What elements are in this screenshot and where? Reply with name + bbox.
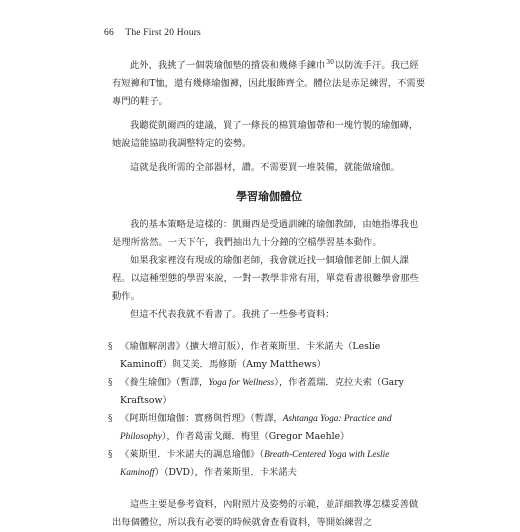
reference-text: ），作者蓋瑞．克拉夫索（Gary Kraftsow） — [120, 377, 404, 406]
page-number: 66 — [104, 28, 114, 38]
paragraph-strap-block: 我聽從凱爾西的建議，買了一條長的棉質瑜伽帶和一塊竹製的瑜伽磚，她說這能協助我調整特定的姿勢。 — [112, 120, 419, 149]
section-heading: 學習瑜伽體位 — [236, 190, 302, 203]
book-title: The First 20 Hours — [125, 28, 201, 38]
reference-item — [108, 374, 426, 410]
page-body — [108, 54, 426, 532]
reference-list — [108, 338, 426, 482]
paragraph-accessories — [112, 54, 426, 111]
bullet-icon: § — [108, 414, 113, 424]
reference-italic-title: Ashtanga Yoga: Practice and Philosophy — [120, 414, 392, 442]
running-header — [104, 28, 201, 38]
reference-italic-title: Breath-Centered Yoga with Leslie Kaminoff — [120, 450, 390, 478]
reference-item — [108, 446, 426, 482]
footnote-marker[interactable]: 30 — [326, 59, 334, 66]
reference-italic-title: Yoga for Wellness — [208, 378, 275, 388]
paragraph-text: 此外，我挑了一個裝瑜伽墊的揹袋和幾條手鍊巾 — [130, 60, 326, 71]
paragraph-equipment-summary: 這就是我所需的全部器材，讚。不需要買一堆裝備，就能做瑜伽。 — [130, 162, 400, 173]
reference-item — [108, 338, 426, 374]
reference-text: 《養生瑜伽》（暫譯， — [120, 377, 209, 388]
reference-text: 《瑜伽解剖書》（擴大增訂版），作者萊斯里．卡米諾夫（Leslie Kaminoff）與艾美．馬修斯（Amy Matthews） — [120, 341, 381, 370]
paragraph-private-lessons: 如果我家裡沒有現成的瑜伽老師，我會就近找一個瑜伽老師上個人課程。以這種型態的學習來說，一對一教學非常有用，單竟看書很難學會那些動作。 — [112, 255, 419, 302]
paragraph-references-intro: 但這不代表我就不看書了。我挑了一些參考資料： — [130, 309, 335, 320]
reference-text: 《阿斯坦伽瑜伽：實務與哲理》（暫譯， — [120, 413, 283, 424]
bullet-icon: § — [108, 378, 113, 388]
reference-text: ），作者葛雷戈爾．梅里（Gregor Maehle） — [161, 431, 350, 442]
reference-text: 《萊斯里．卡米諾夫的調息瑜伽》（ — [120, 449, 265, 460]
paragraph-text: 以防流手汗。我已經有短褲和T恤，還有幾條瑜伽褲，因此服飾齊全。體位法是赤足練習，不需要專門的鞋子。 — [112, 60, 425, 107]
paragraph-closing: 這些主要是參考資料，內附照片及姿勢的示範，並詳細教導怎樣妥善做出每個體位，所以我有必要的時候就會查看資料，等開始練習之 — [112, 499, 419, 528]
bullet-icon: § — [108, 450, 113, 460]
bullet-icon: § — [108, 342, 113, 352]
paragraph-strategy: 我的基本策略是這樣的：凱爾西是受過訓練的瑜伽教師，由她指導我也是理所當然。一天下午，我們抽出九十分鐘的空檔學習基本動作。 — [112, 219, 419, 248]
reference-item — [108, 410, 426, 446]
reference-text: ）（DVD），作者萊斯里．卡米諾夫 — [154, 467, 297, 478]
